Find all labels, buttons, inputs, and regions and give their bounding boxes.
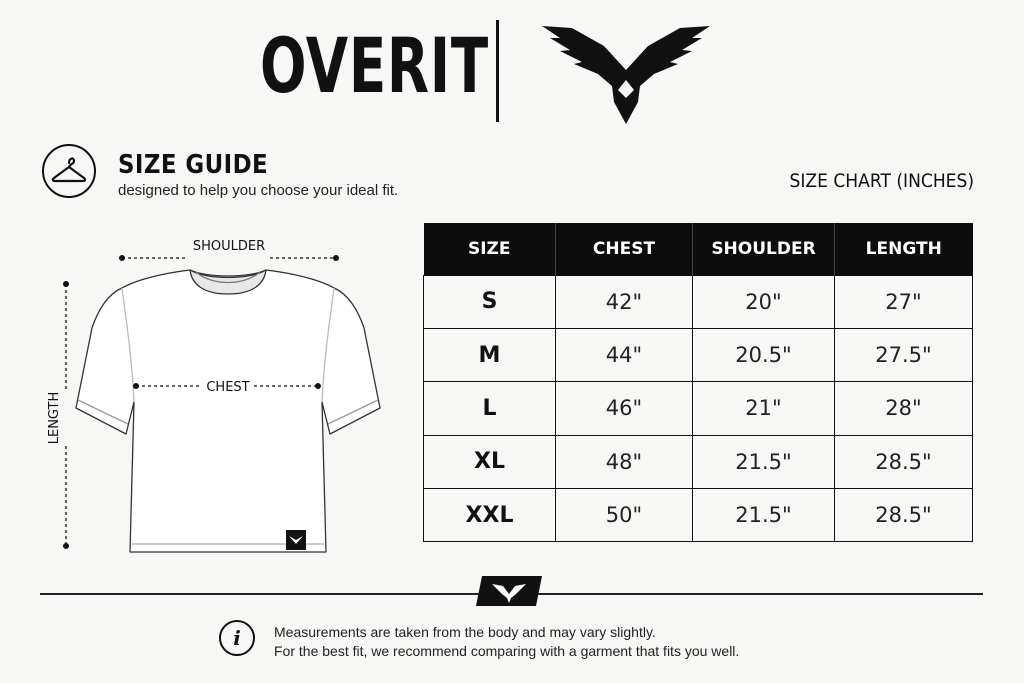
table-row [424, 275, 973, 328]
measurement-note [274, 623, 739, 661]
chest-cell: 50" [556, 489, 693, 542]
column-header-size: SIZE [424, 223, 556, 275]
column-header-length: LENGTH [835, 223, 973, 275]
shoulder-cell: 20.5" [693, 328, 835, 381]
length-cell: 28" [835, 382, 973, 435]
size-chart-title: SIZE CHART (INCHES) [789, 170, 974, 192]
tshirt-outline [76, 270, 380, 552]
length-cell: 27" [835, 275, 973, 328]
length-label: LENGTH [47, 391, 62, 445]
table-row [424, 382, 973, 435]
phoenix-badge-icon [474, 574, 544, 608]
shoulder-label: SHOULDER [192, 239, 266, 254]
shoulder-cell: 21.5" [693, 489, 835, 542]
length-cell: 28.5" [835, 489, 973, 542]
measurement-note-line-1: Measurements are taken from the body and may vary slightly. [274, 624, 656, 640]
length-cell: 28.5" [835, 435, 973, 488]
size-cell: L [424, 382, 556, 435]
shoulder-cell: 21" [693, 382, 835, 435]
brand-divider [496, 20, 499, 122]
column-header-chest: CHEST [556, 223, 693, 275]
hanger-icon [42, 144, 96, 198]
phoenix-logo-icon [542, 24, 710, 124]
measurement-note-line-2: For the best fit, we recommend comparing with a garment that fits you well. [274, 643, 740, 659]
size-cell: XXL [424, 489, 556, 542]
shoulder-cell: 21.5" [693, 435, 835, 488]
size-guide-title: SIZE GUIDE [118, 150, 269, 180]
brand-name: OVERIT [260, 21, 489, 110]
table-row [424, 435, 973, 488]
size-cell: M [424, 328, 556, 381]
chest-cell: 46" [556, 382, 693, 435]
size-cell: S [424, 275, 556, 328]
table-row [424, 328, 973, 381]
size-cell: XL [424, 435, 556, 488]
chest-cell: 48" [556, 435, 693, 488]
tag-logo-icon [286, 530, 306, 550]
shoulder-cell: 20" [693, 275, 835, 328]
tshirt-measurement-diagram [36, 232, 396, 562]
size-guide-subtitle: designed to help you choose your ideal fit. [118, 182, 399, 199]
column-header-shoulder: SHOULDER [693, 223, 835, 275]
length-cell: 27.5" [835, 328, 973, 381]
chest-label: CHEST [206, 380, 250, 395]
info-icon: i [219, 620, 255, 656]
table-header-row [424, 223, 973, 275]
size-chart-table [423, 223, 973, 542]
table-row [424, 489, 973, 542]
chest-cell: 42" [556, 275, 693, 328]
chest-cell: 44" [556, 328, 693, 381]
